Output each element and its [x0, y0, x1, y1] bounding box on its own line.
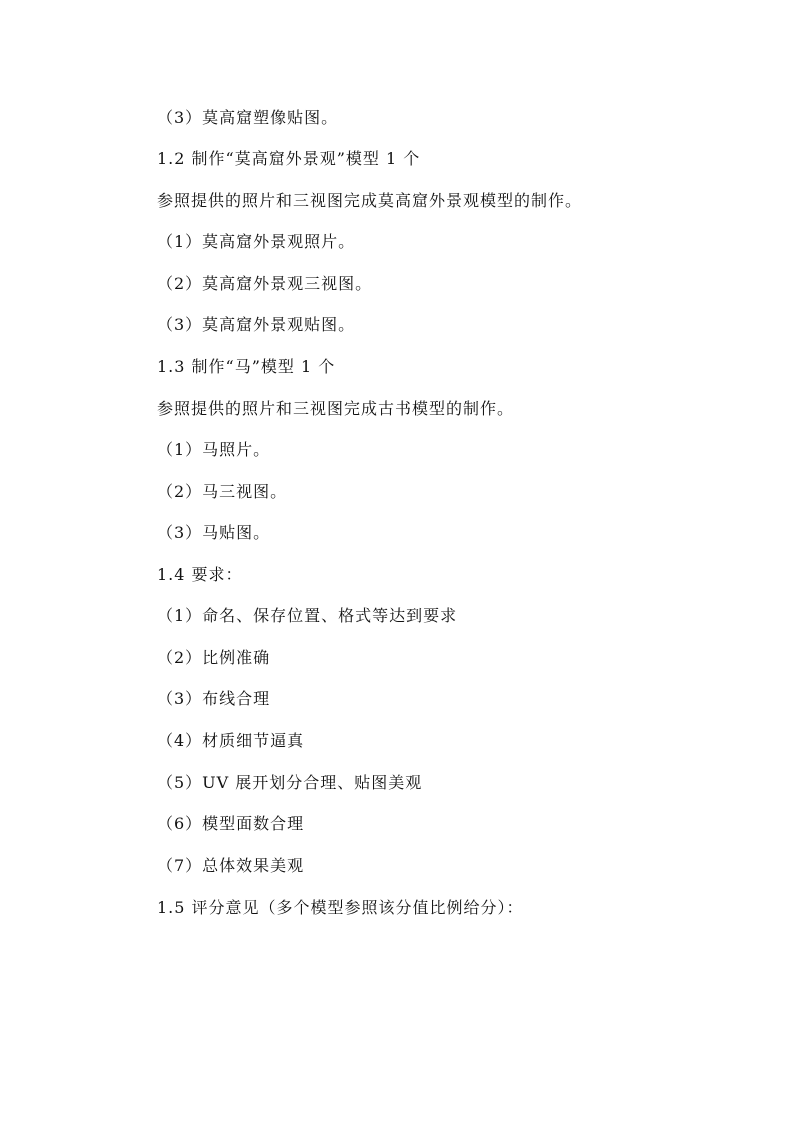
- requirement-item-1: （1）命名、保存位置、格式等达到要求: [157, 606, 458, 625]
- section-heading-1-3: 1.3 制作“马”模型 1 个: [157, 357, 336, 376]
- paragraph-horse-instructions: 参照提供的照片和三视图完成古书模型的制作。: [157, 399, 515, 418]
- section-heading-1-5: 1.5 评分意见（多个模型参照该分值比例给分）：: [157, 898, 524, 917]
- requirement-item-3: （3）布线合理: [157, 689, 271, 708]
- list-item-sculpture-texture: （3）莫高窟塑像贴图。: [157, 108, 339, 127]
- list-item-exterior-photo: （1）莫高窟外景观照片。: [157, 232, 356, 251]
- requirement-item-7: （7）总体效果美观: [157, 856, 305, 875]
- list-item-horse-photo: （1）马照片。: [157, 440, 271, 459]
- requirement-item-2: （2）比例准确: [157, 648, 271, 667]
- list-item-horse-texture: （3）马贴图。: [157, 523, 271, 542]
- requirement-item-6: （6）模型面数合理: [157, 814, 305, 833]
- list-item-horse-three-views: （2）马三视图。: [157, 482, 288, 501]
- section-heading-1-4: 1.4 要求：: [157, 565, 243, 584]
- requirement-item-5: （5）UV 展开划分合理、贴图美观: [157, 773, 423, 792]
- requirement-item-4: （4）材质细节逼真: [157, 731, 305, 750]
- list-item-exterior-three-views: （2）莫高窟外景观三视图。: [157, 274, 373, 293]
- paragraph-exterior-instructions: 参照提供的照片和三视图完成莫高窟外景观模型的制作。: [157, 191, 583, 210]
- list-item-exterior-texture: （3）莫高窟外景观贴图。: [157, 315, 356, 334]
- section-heading-1-2: 1.2 制作“莫高窟外景观”模型 1 个: [157, 149, 421, 168]
